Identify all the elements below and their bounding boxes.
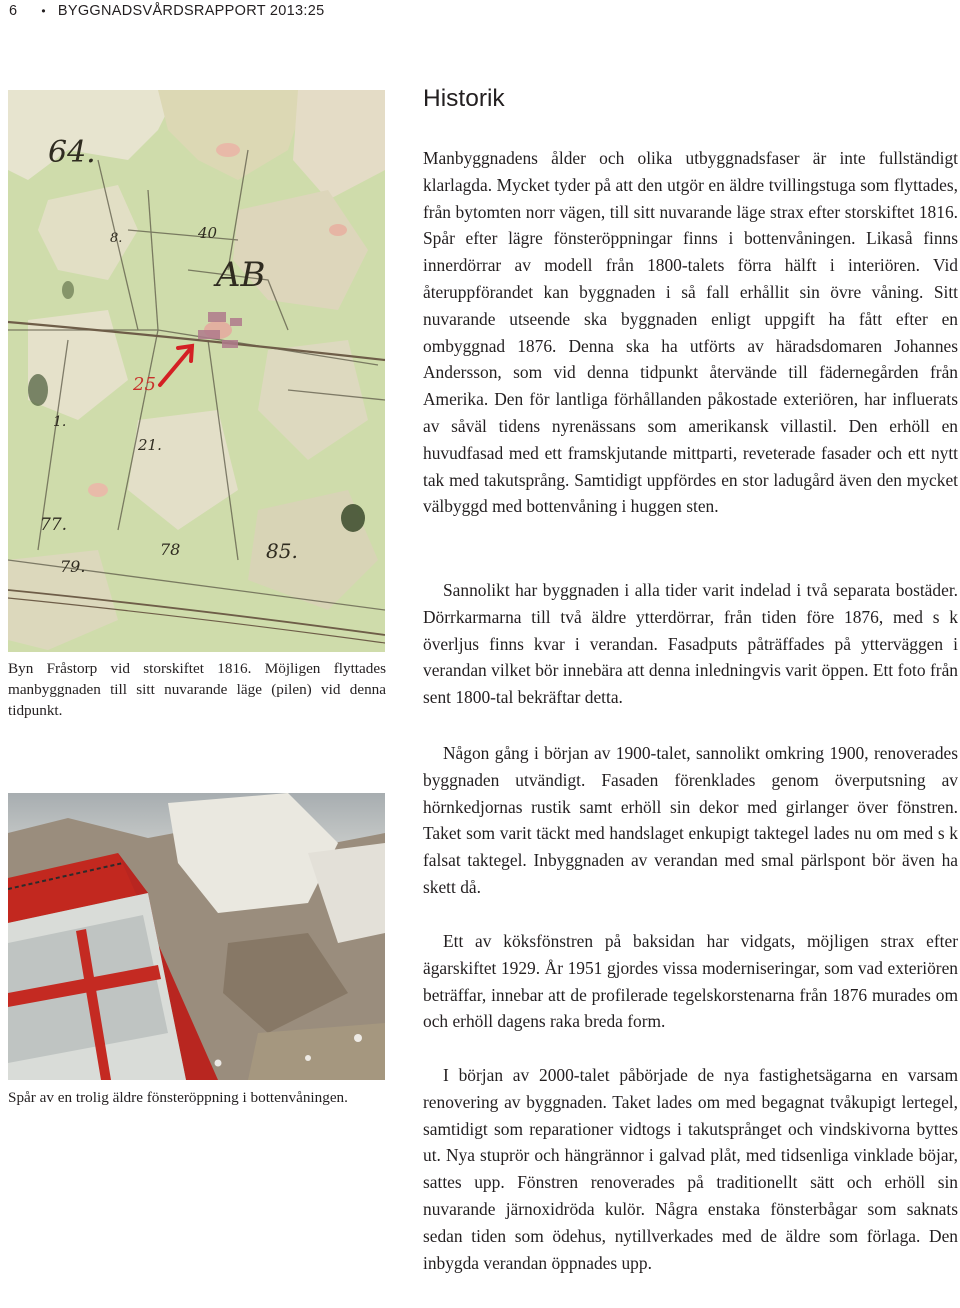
historical-map-image xyxy=(8,90,385,652)
paragraph: Manbyggnadens ålder och olika utbyggnadsfaser är inte fullständigt klarlagda. Mycket tyder på att den utgör en äldre tvillingstuga som flyttades, från bytomten norr vägen, till sitt nuvarande läge strax efter storskiftet 1816. Spår efter lägre fönsteröppningar finns i bottenvåningen. Likaså finns innerdörrar av modell från 1800-talets förra hälft i interiören. Vid återuppförandet kan byggnaden i så fall erhållit sin övre våning. Sitt nuvarande utseende ska byggnaden enligt uppgift ha fått efter en ombyggnad 1876. Denna ska ha utförts av häradsdomaren Johannes Andersson, som vid denna tidpunkt återvände till fädernegården från Amerika. Den för lantliga förhållanden påkostade exteriören, har influerats av såväl tidens nyrenässans som amerikansk villastil. Den erhöll en huvudfasad med ett framskjutande mittparti, reveterade fasader och ett nytt tak med takutsprång. Samtidigt uppfördes en stor ladugård även den mycket välbyggd med bottenvåning i huggen sten. xyxy=(423,148,958,517)
map-label-78: 78 xyxy=(160,540,181,559)
running-header xyxy=(9,3,324,19)
report-title: BYGGNADSVÅRDSRAPPORT 2013:25 xyxy=(57,3,325,19)
map-label-25: 25 xyxy=(133,374,156,395)
map-label-85: 85. xyxy=(266,539,298,563)
map-label-1: 1. xyxy=(53,414,67,430)
map-label-77: 77. xyxy=(40,515,68,535)
map-label-ab: AB xyxy=(216,255,266,295)
header-bullet: • xyxy=(41,4,46,18)
paragraph: Ett av köksfönstren på baksidan har vidgats, möjligen strax efter ägarskiftet 1929. År 1951 gjordes vissa moderniseringar, som vad exteriören beträffar, innebar att de profilerade tegelskorstenarna från 1876 murades om och erhöll dagens raka breda form. xyxy=(423,931,958,1032)
map-caption: Byn Fråstorp vid storskiftet 1816. Möjligen flyttades manbyggnaden till sitt nuvarande läge (pilen) vid denna tidpunkt. xyxy=(8,660,386,719)
paragraph: Sannolikt har byggnaden i alla tider varit indelad i två separata bostäder. Dörrkarmarna till två äldre ytterdörrar, från tiden före 1876, med s k överljus finns kvar i verandan. Fasadputs påträffades på ytterväggen i verandan vilket bör innebära att denna inledningvis varit öppen. Ett foto från sent 1800-tal bekräftar detta. xyxy=(423,580,958,708)
paragraph: Någon gång i början av 1900-talet, sannolikt omkring 1900, renoverades byggnaden utvändigt. Fasaden förenklades genom överputsning av hörnkedjornas rustik samt erhöll sin dekor med girlanger över fönstren. Taket som varit täckt med handslaget enkupigt taktegel lades nu om med s k falsat taktegel. Inbyggnaden av verandan med smal pärlspont bör även ha skett då. xyxy=(423,743,958,897)
map-label-21: 21. xyxy=(138,436,162,454)
window-wall-photo xyxy=(8,793,385,1080)
map-label-79: 79. xyxy=(60,557,86,576)
photo-caption: Spår av en trolig äldre fönsteröppning i bottenvåningen. xyxy=(8,1089,348,1106)
section-title: Historik xyxy=(423,85,505,112)
page-number: 6 xyxy=(9,3,18,19)
map-label-64: 64. xyxy=(48,135,96,170)
map-label-40: 40 xyxy=(198,224,218,242)
map-label-8: 8. xyxy=(110,231,123,246)
paragraph: I början av 2000-talet påbörjade de nya fastighetsägarna en varsam renovering av byggnaden. Taket lades om med begagnat tvåkupigt lertegel, samtidigt som reparationer vidtogs i takutsprånget och vindskivorna byttes ut. Nya stuprör och hängrännor i galvad plåt, med tidsenliga vinklade böjar, sattes upp. Fönstren renoverades på traditionellt sätt och erhöll sin nuvarande järnoxidröda kulör. Några enstaka fönsterbågar som saknats sedan tiden som ödehus, nytillverkades med de äldre som förlaga. Den inbygda verandan öppnades upp. xyxy=(423,1065,958,1273)
